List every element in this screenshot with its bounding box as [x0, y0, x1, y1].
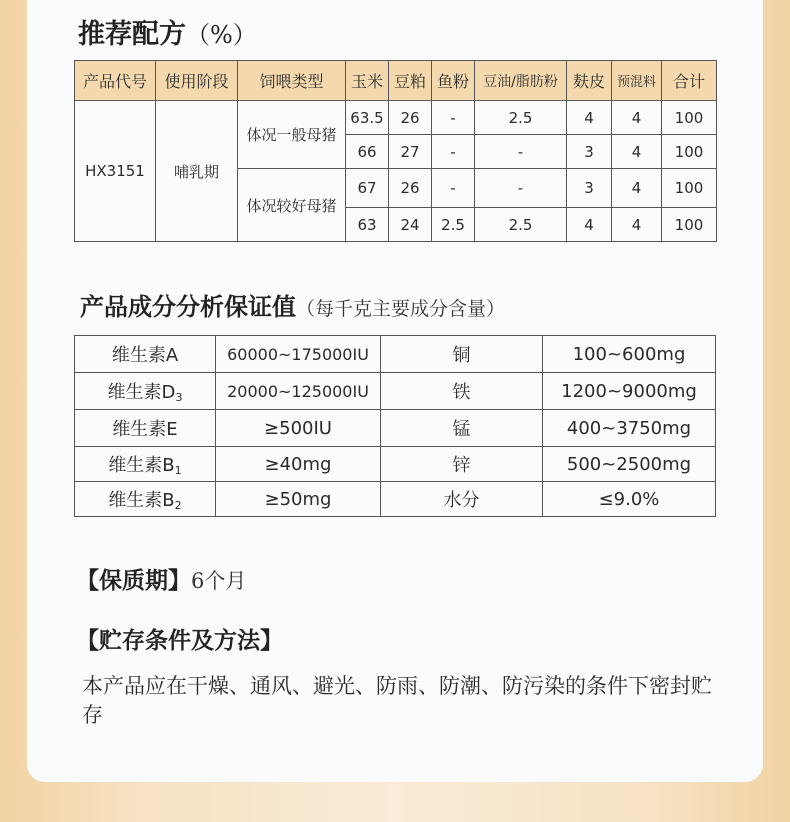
nutrient-name: 铜	[381, 336, 543, 373]
header-cell: 预混料	[612, 61, 662, 101]
table-cell: 4	[567, 208, 612, 242]
table-cell: 2.5	[432, 208, 475, 242]
analysis-row	[75, 410, 716, 447]
table-cell: 2.5	[475, 208, 567, 242]
nutrient-name: 锌	[381, 447, 543, 482]
table-cell: 3	[567, 169, 612, 208]
nutrient-value: 1200~9000mg	[543, 373, 716, 410]
table-cell: 26	[389, 169, 432, 208]
table-cell: 67	[346, 169, 389, 208]
analysis-row	[75, 373, 716, 410]
table-cell: 26	[389, 101, 432, 135]
table-cell: 63	[346, 208, 389, 242]
shelf-life: 【保质期】6个月	[76, 567, 247, 594]
formula-header-row	[75, 61, 717, 101]
table-cell: 4	[612, 208, 662, 242]
header-cell: 鱼粉	[432, 61, 475, 101]
nutrient-value: ≥500IU	[216, 410, 381, 447]
nutrient-value: ≤9.0%	[543, 482, 716, 517]
analysis-row	[75, 336, 716, 373]
header-cell: 合计	[662, 61, 717, 101]
header-cell: 饲喂类型	[238, 61, 346, 101]
analysis-table	[74, 335, 716, 517]
nutrient-value: 60000~175000IU	[216, 336, 381, 373]
nutrient-name: 维生素A	[75, 336, 216, 373]
stage-cell: 哺乳期	[156, 101, 238, 242]
nutrient-value: 20000~125000IU	[216, 373, 381, 410]
formula-table	[74, 60, 717, 242]
feed-type-cell: 体况一般母猪	[238, 101, 346, 169]
nutrient-name: 锰	[381, 410, 543, 447]
table-cell: 4	[612, 135, 662, 169]
table-cell: 3	[567, 135, 612, 169]
storage-heading: 【贮存条件及方法】	[76, 627, 283, 654]
table-cell: 4	[612, 169, 662, 208]
analysis-row	[75, 482, 716, 517]
table-cell: -	[432, 135, 475, 169]
table-cell: 63.5	[346, 101, 389, 135]
nutrient-name: 维生素$D_3$	[75, 373, 216, 410]
formula-row	[75, 101, 717, 135]
header-cell: 使用阶段	[156, 61, 238, 101]
nutrient-value: 400~3750mg	[543, 410, 716, 447]
table-cell: -	[475, 135, 567, 169]
nutrient-name: 水分	[381, 482, 543, 517]
formula-title: 推荐配方（%）	[78, 19, 257, 50]
header-cell: 玉米	[346, 61, 389, 101]
product-code-cell: HX3151	[75, 101, 156, 242]
table-cell: 100	[662, 101, 717, 135]
nutrient-name: 维生素$B_1$	[75, 447, 216, 482]
nutrient-value: 100~600mg	[543, 336, 716, 373]
nutrient-value: 500~2500mg	[543, 447, 716, 482]
nutrient-value: ≥50mg	[216, 482, 381, 517]
nutrient-name: 维生素$B_2$	[75, 482, 216, 517]
table-cell: 24	[389, 208, 432, 242]
table-cell: 100	[662, 135, 717, 169]
feed-type-cell: 体况较好母猪	[238, 169, 346, 242]
table-cell: 100	[662, 169, 717, 208]
header-cell: 豆油/脂肪粉	[475, 61, 567, 101]
table-cell: 4	[612, 101, 662, 135]
header-cell: 麸皮	[567, 61, 612, 101]
table-cell: 100	[662, 208, 717, 242]
nutrient-name: 铁	[381, 373, 543, 410]
table-cell: 27	[389, 135, 432, 169]
nutrient-value: ≥40mg	[216, 447, 381, 482]
storage-text: 本产品应在干燥、通风、避光、防雨、防潮、防污染的条件下密封贮存	[82, 674, 712, 727]
table-cell: -	[432, 101, 475, 135]
header-cell: 豆粕	[389, 61, 432, 101]
analysis-row	[75, 447, 716, 482]
analysis-title: 产品成分分析保证值（每千克主要成分含量）	[80, 292, 506, 321]
table-cell: 66	[346, 135, 389, 169]
table-cell: 2.5	[475, 101, 567, 135]
nutrient-name: 维生素E	[75, 410, 216, 447]
table-cell: -	[475, 169, 567, 208]
table-cell: -	[432, 169, 475, 208]
header-cell: 产品代号	[75, 61, 156, 101]
table-cell: 4	[567, 101, 612, 135]
